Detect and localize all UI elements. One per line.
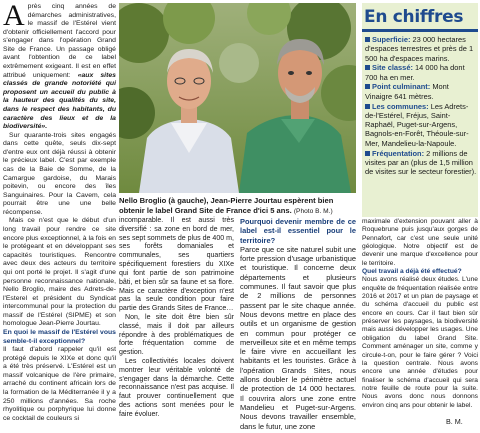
article-photo xyxy=(119,3,356,193)
facts-sidebar xyxy=(362,3,478,217)
article-column-2 xyxy=(119,217,234,420)
col2-paragraph-3: Les collectivités locales doivent montrer leur véritable volonté de s'engager dans la démarche. Cette reconnaissance n'est pas acquise. Il faut prouver continuellement que des actions sont menées pour le faire évoluer. xyxy=(119,358,234,418)
fact-superficie xyxy=(365,35,477,63)
intro-text: près cinq années de démarches administratives, le massif de l'Estérel vient d'obtenir officiellement l'accord pour s'engager dans l'opération Grand Site de France. Un passage obligé avant l'obtention de ce label extrêmement exigeant. Il est en effet attribué uniquement: xyxy=(3,3,116,79)
intro-paragraph xyxy=(3,0,116,132)
fact-point-culminant xyxy=(365,82,477,101)
question-2: Pourquoi devenir membre de ce label est-il essentiel pour le territoire? xyxy=(240,217,356,245)
question-3: Quel travail a déjà été effectué? xyxy=(362,268,462,276)
bullet-icon xyxy=(365,104,370,109)
col2-paragraph-1: incomparable. Il est aussi très diversifié : sa zone en bord de mer, ses sept sommets de plus de 400 m, ses forêts domaniales et communales, ses quartiers spécifiquement forestiers du XIXe qui font partie de son patrimoine bâti, et bien sûr sa faune et sa flore. Mais ce caractère d'exception n'est pas la seule condition pour faire partie des Grands Sites de France… xyxy=(119,217,234,313)
photo-illustration xyxy=(119,3,356,193)
fact-label: Point culminant: xyxy=(372,82,431,92)
fact-text: Les Adrets-de-l'Estérel, Fréjus, Saint-Raphaël, Puget-sur-Argens, Bagnols-en-Forêt, Théoule-sur-Mer, Mandelieu-la-Napoule. xyxy=(365,101,469,148)
fact-text: 14 000 ha dont 700 ha en mer. xyxy=(365,63,465,82)
intro-quote: «aux sites classés de grande notoriété qui proposent un accueil du public à la hauteur des qualités du site, dans le respect des habitants, du caractère des lieux et de la biodiversité». xyxy=(3,71,116,131)
fact-label: Superficie: xyxy=(372,35,411,44)
author-signature: B. M. xyxy=(446,417,463,426)
paragraph-2: Sur quarante-trois sites engagés dans cette quête, seuls dix-sept d'entre eux ont déjà réussi à obtenir le précieux label. C'est par exemple cas de la Baie de Somme, de la Camargue gardoise, du Marais poitevin, ou encore des îles Sanguinaires. Pour la Cavem, cela pourrait être une une belle récompense. xyxy=(3,131,116,216)
sidebar-rule xyxy=(362,29,478,32)
fact-label: Site classé: xyxy=(372,63,413,73)
photo-caption xyxy=(119,196,356,216)
drop-cap: A xyxy=(3,0,25,32)
fact-label: Les communes: xyxy=(372,101,429,111)
bullet-icon xyxy=(365,84,370,89)
answer-1: Il faut d'abord rappeler qu'il est protégé depuis le XIXe et donc qu'il a été très préservé. L'Estérel est un massif volcanique de l'ère primaire, arraché du continent africain lors de la formation de la Méditerranée il y a 250 millions d'années. Sa roche rhyolitique ou porphyrique lui donne ce cocktail de couleurs si xyxy=(3,346,116,422)
col2-paragraph-2: Non, le site doit être bien sûr classé, mais il doit par ailleurs répondre à des problématiques de forte fréquentation comme de gestion. xyxy=(119,313,234,357)
paragraph-3: Mais ce n'est que le début d'un long travail pour rendre ce site encore plus exceptionnel, à la fois en le protégeant et en développant ses capacités touristiques. Rencontre avec deux des acteurs du territoire qui ont porté le projet. Il s'agit d'une personne reconnaissance nationale, Nello Broglio, maire des Adrets-de-l'Esterel et président du Syndicat intercommunal pour la protection du massif de l'Estérel (SIPME) et son homologue Jean-Pierre Jourtau. xyxy=(3,217,116,328)
article-column-3 xyxy=(240,217,356,431)
fact-site-classe xyxy=(365,63,477,82)
answer-2: Parce que ce site naturel subit une forte pression d'usage urbanistique et touristique. Il concerne deux départements et plusieurs communes. Il faut savoir que plus de 2 millions de personnes passent par le site chaque année. Nous devons mettre en place des outils et un organisme de gestion en commun pour protéger ce merveilleux site et en même temps le faire vivre en accueillant les habitants et les touristes. Grâce à l'opération Grands Sites, nous allons doubler le périmètre actuel de protection de 14 000 hectares. Il couvrira alors une zone entre Mandelieu et Puget-sur-Argens. Nous devons travailler ensemble, dans le futur, une zone xyxy=(240,244,356,431)
fact-frequentation xyxy=(365,149,477,177)
article-column-4 xyxy=(362,218,478,410)
bullet-icon xyxy=(365,37,370,42)
sidebar-title: En chiffres xyxy=(364,7,464,27)
fact-label: Fréquentation: xyxy=(372,148,425,158)
fact-communes xyxy=(365,102,477,148)
fact-text: 23 000 hectares d'espaces terrestres et près de 1 500 ha d'espaces marins. xyxy=(365,35,474,63)
bullet-icon xyxy=(365,65,370,70)
fact-text: 2 millions de visites par an (plus de 1,5 million de visites sur le secteur forestier). xyxy=(365,148,477,177)
answer-3: Nous avons réalisé deux études. L'une enquête de fréquentation réalisée entre 2016 et 2017 et un plan de paysage et du schéma d'accueil du public est encore en cours. Car il faut bien sûr préserver les paysages, la biodiversité mais aussi développer les usages. Une obligation du label Grand Site. Comment aménager un site, comme y circule-t-on, pour le faire gérer ? Voici la question centrale. Nous avons encore une année d'études pour finaliser le schéma d'accueil qui sera notre feuille de route pour la suite. Nous avons donc nous donnons environ cinq ans pour obtenir le label. xyxy=(362,276,478,409)
col4-paragraph-1: maximale d'extension pouvant aller à Roquebrune puis jusqu'aux gorges de Pennafort, car c'est une seule unité géologique. Notre objectif est de devenir une marque d'excellence pour le territoire. xyxy=(362,218,478,267)
caption-text: Nello Broglio (à gauche), Jean-Pierre Jourtau espèrent bien obtenir le label Grand Site de France d'ici 5 ans. xyxy=(119,196,334,215)
photo-credit: (Photo B. M.) xyxy=(293,207,333,215)
question-1: En quoi le massif de l'Estérel vous semble-t-il exceptionnel? xyxy=(3,328,116,345)
article-column-1 xyxy=(3,0,116,423)
facts-list xyxy=(365,35,477,177)
fact-text: Mont Vinaigre 641 mètres. xyxy=(365,82,449,101)
sidebar-header xyxy=(362,3,478,31)
bullet-icon xyxy=(365,151,370,156)
